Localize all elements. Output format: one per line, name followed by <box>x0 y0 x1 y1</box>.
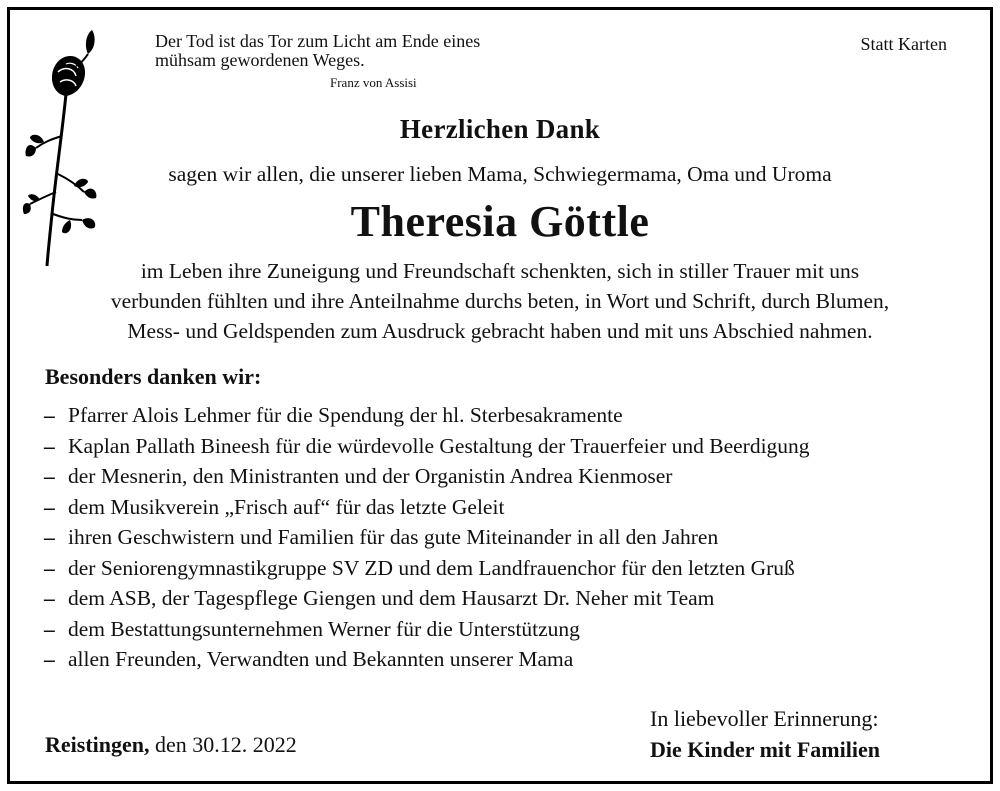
thanks-list <box>44 400 810 675</box>
quote-author: Franz von Assisi <box>330 75 417 90</box>
list-item <box>44 461 810 492</box>
page-title: Herzlichen Dank <box>399 114 601 144</box>
list-item <box>44 553 810 584</box>
body-text <box>0 256 1000 346</box>
place-date <box>45 732 297 758</box>
quote-line: mühsam gewordenen Weges. <box>155 50 365 70</box>
body-line: im Leben ihre Zuneigung und Freundschaft schenkten, sich in stiller Trauer mit uns <box>140 259 860 283</box>
deceased-name: Theresia Göttle <box>350 197 650 246</box>
list-item <box>44 614 810 645</box>
list-item-text: ihren Geschwistern und Familien für das gute Miteinander in all den Jahren <box>68 525 719 549</box>
list-item <box>44 583 810 614</box>
signature-names: Die Kinder mit Familien <box>650 737 880 762</box>
list-item-text: allen Freunden, Verwandten und Bekannten unserer Mama <box>68 647 574 671</box>
quote <box>155 32 675 70</box>
list-item <box>44 644 810 675</box>
dash-bullet: – <box>44 555 55 580</box>
dash-bullet: – <box>44 433 55 458</box>
dash-bullet: – <box>44 403 55 427</box>
list-item <box>44 522 810 553</box>
signature <box>650 703 880 765</box>
body-line: verbunden fühlten und ihre Anteilnahme durchs beten, in Wort und Schrift, durch Blumen, <box>110 289 890 313</box>
list-item <box>44 431 810 462</box>
list-item-text: Kaplan Pallath Bineesh für die würdevolle Gestaltung der Trauerfeier und Beerdigung <box>68 433 810 458</box>
dash-bullet: – <box>44 464 55 488</box>
statt-karten: Statt Karten <box>860 34 947 54</box>
body-line: Mess- und Geldspenden zum Ausdruck gebracht haben und mit uns Abschied nahmen. <box>127 319 873 343</box>
list-item <box>44 492 810 523</box>
intro-text: sagen wir allen, die unserer lieben Mama, Schwiegermama, Oma und Uroma <box>168 162 832 186</box>
list-item-text: Pfarrer Alois Lehmer für die Spendung der hl. Sterbesakramente <box>68 403 623 427</box>
list-item-text: der Seniorengymnastikgruppe SV ZD und dem Landfrauenchor für den letzten Gruß <box>68 555 795 580</box>
list-item-text: dem Bestattungsunternehmen Werner für die Unterstützung <box>68 616 580 641</box>
place-town: Reistingen, <box>45 732 150 757</box>
dash-bullet: – <box>44 586 55 610</box>
list-item-text: dem Musikverein „Frisch auf“ für das letzte Geleit <box>68 494 505 519</box>
dash-bullet: – <box>44 647 55 671</box>
dash-bullet: – <box>44 494 55 519</box>
list-item <box>44 400 810 431</box>
place-date-text: den 30.12. 2022 <box>155 732 297 757</box>
list-item-text: der Mesnerin, den Ministranten und der Organistin Andrea Kienmoser <box>68 464 673 488</box>
quote-line: Der Tod ist das Tor zum Licht am Ende eines <box>155 31 481 51</box>
dash-bullet: – <box>44 525 55 549</box>
dash-bullet: – <box>44 616 55 641</box>
thanks-heading: Besonders danken wir: <box>45 364 262 389</box>
list-item-text: dem ASB, der Tagespflege Giengen und dem Hausarzt Dr. Neher mit Team <box>68 586 715 610</box>
signature-line: In liebevoller Erinnerung: <box>650 706 879 731</box>
